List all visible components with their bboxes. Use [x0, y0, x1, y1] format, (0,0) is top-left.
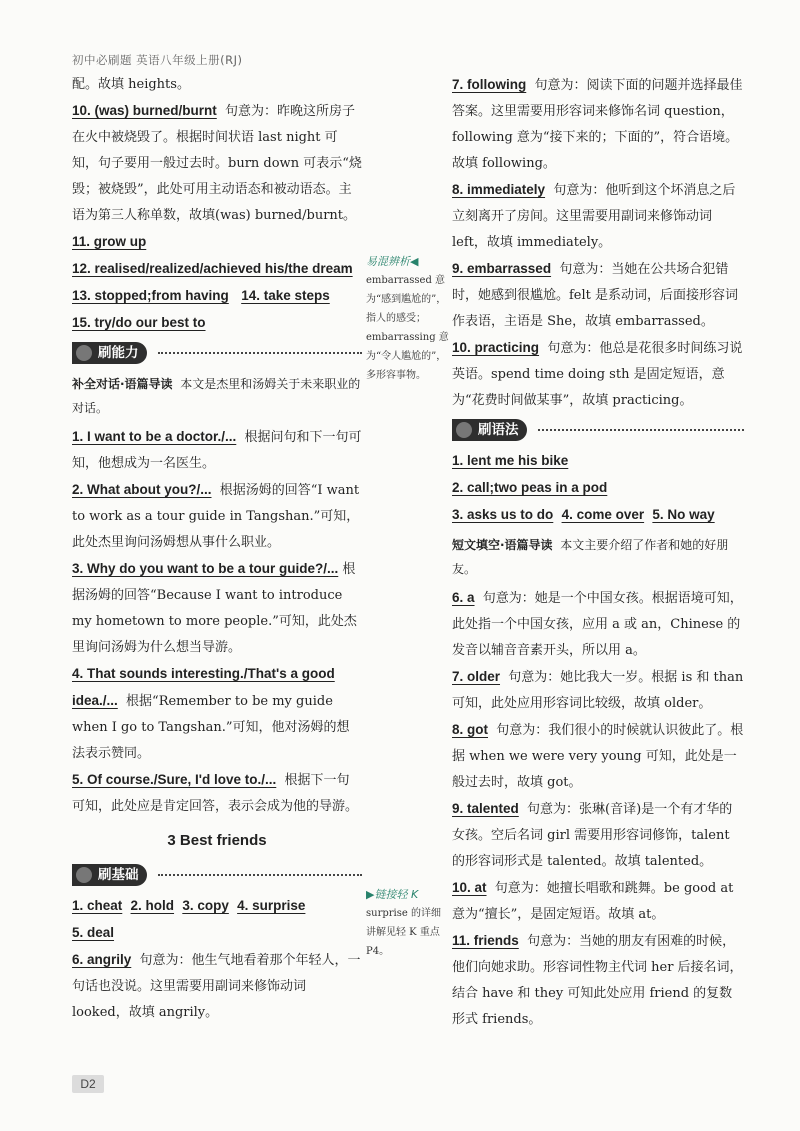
- right-column: [452, 72, 744, 1033]
- answer-key: 11. grow up: [72, 234, 147, 249]
- reading-guide: [72, 372, 362, 420]
- answer-item-b5: [72, 920, 362, 947]
- reading-guide: [452, 533, 744, 581]
- answer-item-c10: [452, 875, 744, 928]
- answer-text: 配。故填 heights。: [72, 77, 190, 92]
- side-notes: [366, 252, 450, 961]
- section-tag: 刷基础: [72, 864, 147, 886]
- answer-item-r7: [452, 72, 744, 177]
- explanation: 句意为：她擅长唱歌和跳舞。be good at 意为“擅长”，是固定短语。故填 at。: [452, 881, 734, 922]
- explanation: 根据汤姆的回答“Because I want to introduce my hometown to more people.”可知，此处杰里询问汤姆为什么想当导游。: [72, 562, 357, 655]
- answer-key: 12. realised/realized/achieved his/the dream: [72, 261, 353, 276]
- answer-key: 6. a: [452, 590, 475, 605]
- explanation: 根据问句和下一句可知，他想成为一名医生。: [72, 430, 362, 471]
- answer-key: 2. hold: [130, 898, 175, 913]
- answer-key: 2. call;two peas in a pod: [452, 480, 608, 495]
- answer-item-c9: [452, 796, 744, 875]
- answer-key: 4. surprise: [237, 898, 306, 913]
- unit-title: 3 Best friends: [167, 832, 267, 849]
- answer-key: 3. copy: [182, 898, 229, 913]
- guide-label: 短文填空·语篇导读: [452, 538, 553, 552]
- explanation: 句意为：昨晚这所房子在火中被烧毁了。根据时间状语 last night 可知，句子要用一般过去时。burn down 可表示“烧毁；被烧毁”，此处可用主动语态和被动语态。主语为第三人称单数，故填(was) burned/burnt。: [72, 104, 362, 223]
- answer-key: 9. embarrassed: [452, 261, 552, 276]
- answer-key: 1. cheat: [72, 898, 123, 913]
- answer-item-g1: [452, 448, 744, 475]
- answer-key: 10. at: [452, 880, 487, 895]
- answer-row-g3-5: [452, 502, 744, 529]
- answer-key: 14. take steps: [241, 288, 330, 303]
- answer-item-15: [72, 310, 362, 337]
- left-column: [72, 72, 362, 1026]
- page-number: D2: [72, 1075, 104, 1093]
- answer-item-d4: [72, 661, 362, 767]
- answer-key: 2. What about you?/...: [72, 482, 212, 497]
- dotted-divider: [158, 874, 362, 876]
- answer-key: 5. No way: [652, 507, 715, 522]
- answer-item-r8: [452, 177, 744, 256]
- note-title: ▶链接轻 K: [366, 888, 419, 901]
- explanation: 句意为：他听到这个坏消息之后立刻离开了房间。这里需要用副词来修饰动词 left，故填 immediately。: [452, 183, 736, 250]
- answer-key: 4. come over: [561, 507, 645, 522]
- answer-item-d2: [72, 477, 362, 556]
- answer-item-b6: [72, 947, 362, 1026]
- answer-key: 7. following: [452, 77, 527, 92]
- answer-key: 15. try/do our best to: [72, 315, 206, 330]
- answer-item-c8: [452, 717, 744, 796]
- explanation: 句意为：阅读下面的问题并选择最佳答案。这里需要用形容词来修饰名词 question，following 意为“接下来的；下面的”，符合语境。故填 following。: [452, 78, 743, 171]
- answer-item-13-14: [72, 283, 362, 310]
- explanation: 句意为：当她在公共场合犯错时，她感到很尴尬。felt 是系动词，后面接形容词作表语，主语是 She，故填 embarrassed。: [452, 262, 739, 329]
- note-text: surprise 的详细讲解见轻 K 重点 P4。: [366, 908, 441, 957]
- section-header-grammar: [452, 417, 744, 445]
- explanation: 句意为：他总是花很多时间练习说英语。spend time doing sth 是固定短语，意为“花费时间做某事”，故填 practicing。: [452, 341, 743, 408]
- section-header-ability: [72, 340, 362, 368]
- explanation: 句意为：她是一个中国女孩。根据语境可知，此处指一个中国女孩，应用 a 或 an，Chinese 的发音以辅音音素开头，所以用 a。: [452, 591, 743, 658]
- dotted-divider: [158, 352, 362, 354]
- answer-item-d5: [72, 767, 362, 820]
- answer-key: 8. got: [452, 722, 488, 737]
- note-link: [366, 885, 450, 961]
- answer-key: 1. I want to be a doctor./...: [72, 429, 237, 444]
- section-tag: 刷语法: [452, 419, 527, 441]
- note-confusable: [366, 252, 450, 385]
- answer-key: 13. stopped;from having: [72, 288, 229, 303]
- answer-key: 3. asks us to do: [452, 507, 554, 522]
- answer-key: 6. angrily: [72, 952, 132, 967]
- answer-key: 10. (was) burned/burnt: [72, 103, 217, 118]
- answer-key: 8. immediately: [452, 182, 546, 197]
- answer-item-10: [72, 98, 362, 229]
- explanation: 句意为：他生气地看着那个年轻人，一句话也没说。这里需要用副词来修饰动词 looked，故填 angrily。: [72, 953, 361, 1020]
- answer-key: 3. Why do you want to be a tour guide?/...: [72, 561, 339, 576]
- guide-label: 补全对话·语篇导读: [72, 377, 173, 391]
- explanation: 句意为：我们很小的时候就认识彼此了。根据 when we were very young 可知，此处是一般过去时，故填 got。: [452, 723, 744, 790]
- answer-key: 1. lent me his bike: [452, 453, 569, 468]
- answer-item-11: [72, 229, 362, 256]
- answer-key: 9. talented: [452, 801, 519, 816]
- section-tag: 刷能力: [72, 342, 147, 364]
- answer-key: 5. Of course./Sure, I'd love to./...: [72, 772, 277, 787]
- answer-key: 7. older: [452, 669, 501, 684]
- dotted-divider: [538, 429, 744, 431]
- answer-item-d3: [72, 556, 362, 661]
- answer-key: 10. practicing: [452, 340, 540, 355]
- guide-text: 本文主要介绍了作者和她的好朋友。: [452, 538, 729, 576]
- answer-item-c7: [452, 664, 744, 717]
- running-header: 初中必刷题 英语八年级上册(RJ): [72, 53, 243, 67]
- answer-key: 11. friends: [452, 933, 519, 948]
- answer-item-r9: [452, 256, 744, 335]
- answer-key: 4. That sounds interesting./That's a good idea./...: [72, 666, 335, 708]
- answer-item-d1: [72, 424, 362, 477]
- explanation: 根据汤姆的回答“I want to work as a tour guide in Tangshan.”可知，此处杰里询问汤姆想从事什么职业。: [72, 483, 360, 550]
- answer-key: 5. deal: [72, 925, 115, 940]
- answer-item-12: [72, 256, 362, 283]
- answer-item-c11: [452, 928, 744, 1033]
- explanation: 根据下一句可知，此处应是肯定回答，表示会成为他的导游。: [72, 773, 359, 814]
- answer-row-basics: [72, 893, 362, 920]
- answer-item-r10: [452, 335, 744, 414]
- note-title: 易混辨析◀: [366, 255, 419, 268]
- explanation: 句意为：张琳(音译)是一个有才华的女孩。空后名词 girl 需要用形容词修饰，talent 的形容词形式是 talented。故填 talented。: [452, 802, 733, 869]
- answer-item-g2: [452, 475, 744, 502]
- section-header-basics: [72, 862, 362, 890]
- guide-text: 本文是杰里和汤姆关于未来职业的对话。: [72, 377, 361, 415]
- explanation: 句意为：她比我大一岁。根据 is 和 than 可知，此处应用形容词比较级，故填 older。: [452, 670, 744, 711]
- answer-item-c6: [452, 585, 744, 664]
- explanation: 句意为：当她的朋友有困难的时候，他们向她求助。形容词性物主代词 her 后接名词，结合 have 和 they 可知此处应用 friend 的复数形式 friends。: [452, 934, 743, 1027]
- explanation: 根据“Remember to be my guide when I go to Tangshan.”可知，他对汤姆的想法表示赞同。: [72, 694, 350, 761]
- note-text: embarrassed 意为“感到尴尬的”，指人的感受；embarrassing 意为“令人尴尬的”，多形容事物。: [366, 275, 449, 381]
